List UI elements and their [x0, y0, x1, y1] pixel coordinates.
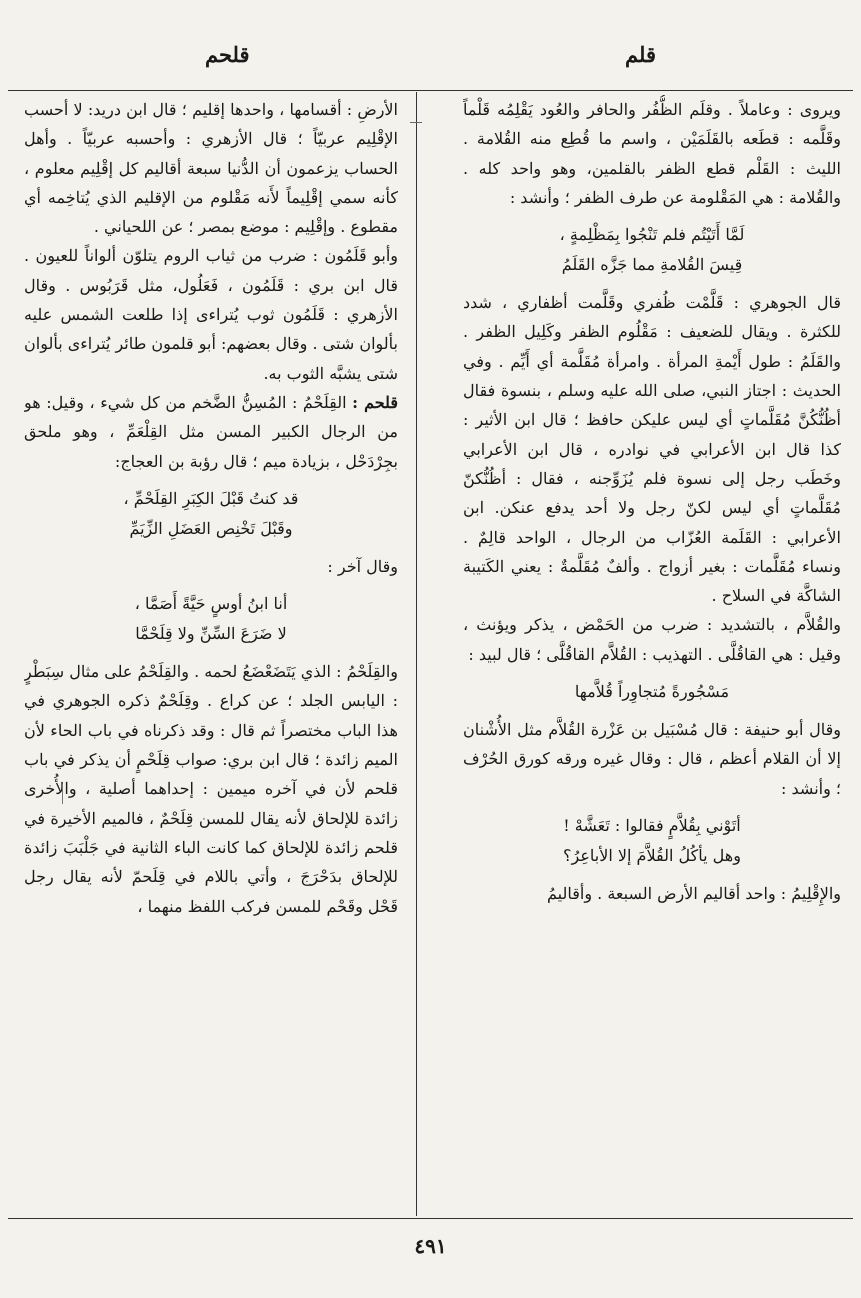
left-paragraph-1: الأرضِ : أقسامها ، واحدها إقليم ؛ قال ابن دريد: لا أحسب الإقْلِيم عربيّاً ؛ قال الأزهري : وأحسبه عربيّاً . وأهل الحساب يزعمون أن الدُّنيا سبعة أقاليم كل إقْلِيم معلوم ، كأنه سمي إقْلِيماً لأَنه مَقْلوم من الإقليم الذي يُتاخِمه أي مقطوع . وإقْلِيم : موضع بمصر ؛ عن اللحياني .: [24, 100, 398, 237]
left-paragraph-2: وأبو قَلَمُون : ضرب من ثياب الروم يتلوّن ألواناً للعيون . قال ابن بري : قَلَمُون ، فَعَلُول، مثل قَرَبُوس . وقال الأزهري : قَلَمُون ثوب يُتراءى إذا طلعت الشمس عليه بألوان شتى . وقال بعضهم: أبو قلمون طائر يُتراءى بألوان شتى يشبَّه الثوب به.: [24, 246, 398, 383]
right-column: [463, 95, 841, 1210]
left-paragraph-4: وقال آخر :: [327, 556, 398, 576]
column-divider: [416, 92, 417, 1216]
running-head-right: قلم: [625, 42, 656, 67]
entry-headword: قلحم :: [352, 392, 398, 412]
right-paragraph-2: قال الجوهري : قَلَّمْت ظُفري وقَلَّمت أظفاري ، شدد للكثرة . ويقال للضعيف : مَقْلُوم الظفر وكَلِيل الظفر . والقَلَمُ : طول أَيْمةِ المرأة . وامرأة مُقَلَّمة أي أَيِّم . وفي الحديث : اجتاز النبي، صلى الله عليه وسلم ، بنسوة فقال أظُنُّكُنَّ مُقَلَّماتٍ أي ليس عليكن حافظ ؛ قال ابن الأثير : كذا قال ابن الأعرابي في نوادره ، قال ابن الأعرابي وخَطَب رجل إلى نسوة فلم يُزَوِّجنه ، فقال : أظُنُّكنّ مُقَلَّماتٍ أي ليس لكنّ رجل ولا أحد يدفع عنكن. ابن الأعرابي : القَلَمة العُزّاب من الرجال ، الواحد قالِمٌ . ونساء مُقَلَّمات : بغير أزواج . وألفٌ مُقَلَّمةٌ : يعني الكَتيبة الشاكَّة في السلاح .: [463, 293, 841, 606]
page-number: ٤٩١: [414, 1234, 447, 1258]
right-paragraph-5: والإِقْلِيمُ : واحد أقاليم الأرض السبعة . وأقاليمُ: [547, 883, 841, 903]
left-entry-paragraph: [24, 388, 398, 476]
right-verse-3: أتَوْني بِقُلاَّمٍ فقالوا : تَعَشَّهْ ! وهل يأكُلُ القُلاَّمَ إلا الأباعِرُ؟: [563, 815, 741, 865]
left-verse-1: قد كنتُ قَبْلَ الكِبَرِ القِلَحْمِّ ، وقَبْلَ تَخْنِص العَضَلِ الزِّيَمِّ: [123, 488, 299, 538]
left-paragraph-5: والقِلَحْمُ : الذي يَتَضَعْضَعُ لحمه . والقِلَحْمُ على مثال سِبَطْرٍ : اليابس الجلد ؛ عن كراع . وقِلَحْمٌ ذكره الجوهري في هذا الباب مختصراً ثم قال : وقد ذكرناه في باب الحاء لأن الميم زائدة ؛ قال ابن بري: صواب قِلَحْمٍ أن يذكر في باب قلحم لأن في آخره ميمين : إحداهما أصلية ، والأُخرى زائدة للإلحاق لأنه يقال للمسن قِلَحْمٌ ، فالميم الأخيرة في قلحم زائدة للإلحاق كما كانت الباء الثانية في جَلْبَبَ زائدة للإلحاق بدَحْرَجَ ، وأتي باللام في قِلَحمّ لأنه يقال رجل قَحْل وقَحْم للمسن فركب اللفظ منهما ،: [24, 662, 398, 916]
right-verse-2: مَسْجُورةً مُتجاوِراً قُلاَّمها: [574, 682, 730, 702]
left-paragraph-3: القِلَحْمُ : المُسِنُّ الضَّخم من كل شيء ، وقيل: هو من الرجال الكبير المسن مثل القِلْعَمِّ ، وهو ملحق بجِرْدَحْل ، بزيادة ميم ؛ قال رؤبة بن العجاج:: [24, 392, 398, 471]
left-column: [24, 95, 398, 1210]
footer-rule: [8, 1218, 853, 1219]
header-rule: [8, 90, 853, 91]
running-head-left: قلحم: [205, 42, 250, 67]
right-paragraph-1: ويروى : وعاملاً . وقلَم الظُّفُر والحافر والعُود يَقْلِمُه قَلْماً وقَلَّمه : قطَعه بالقَلَمَيْن ، واسم ما قُطِع منه القُلامة . الليث : القَلْم قطع الظفر بالقلمين، وهو واحد كله . والقُلامة : هي المَقْلومة عن طرف الظفر ؛ وأنشد :: [463, 100, 841, 207]
right-paragraph-3: والقُلاَّم ، بالتشديد : ضرب من الحَمْض ، يذكر ويؤنث ، وقيل : هي القاقُلَّى . التهذيب : القُلاَّم القاقُلَّى ؛ قال لبيد :: [463, 615, 841, 664]
right-paragraph-4: وقال أبو حنيفة : قال مُسْبَيل بن عَزْرة القُلاَّم مثل الأُشْنان إلا أن القلام أعظم ، قال : وقال غيره ورقه كورق الحُرْف ؛ وأنشد :: [463, 720, 841, 798]
divider-tick: [410, 122, 422, 123]
right-verse-1: لَمَّا أَتَيْتُم فلم تَنْجُوا بِمَظْلِمةٍ ، قِيسَ القُلامةِ مما جَزَّه القَلَمُ: [559, 225, 745, 275]
margin-mark: [62, 784, 63, 804]
left-verse-2: أنا ابنُ أوسٍ حَيَّةً أَصَمَّا ، لا ضَرَعَ السِّنِّ ولا قِلَحْمَّا: [134, 594, 288, 644]
